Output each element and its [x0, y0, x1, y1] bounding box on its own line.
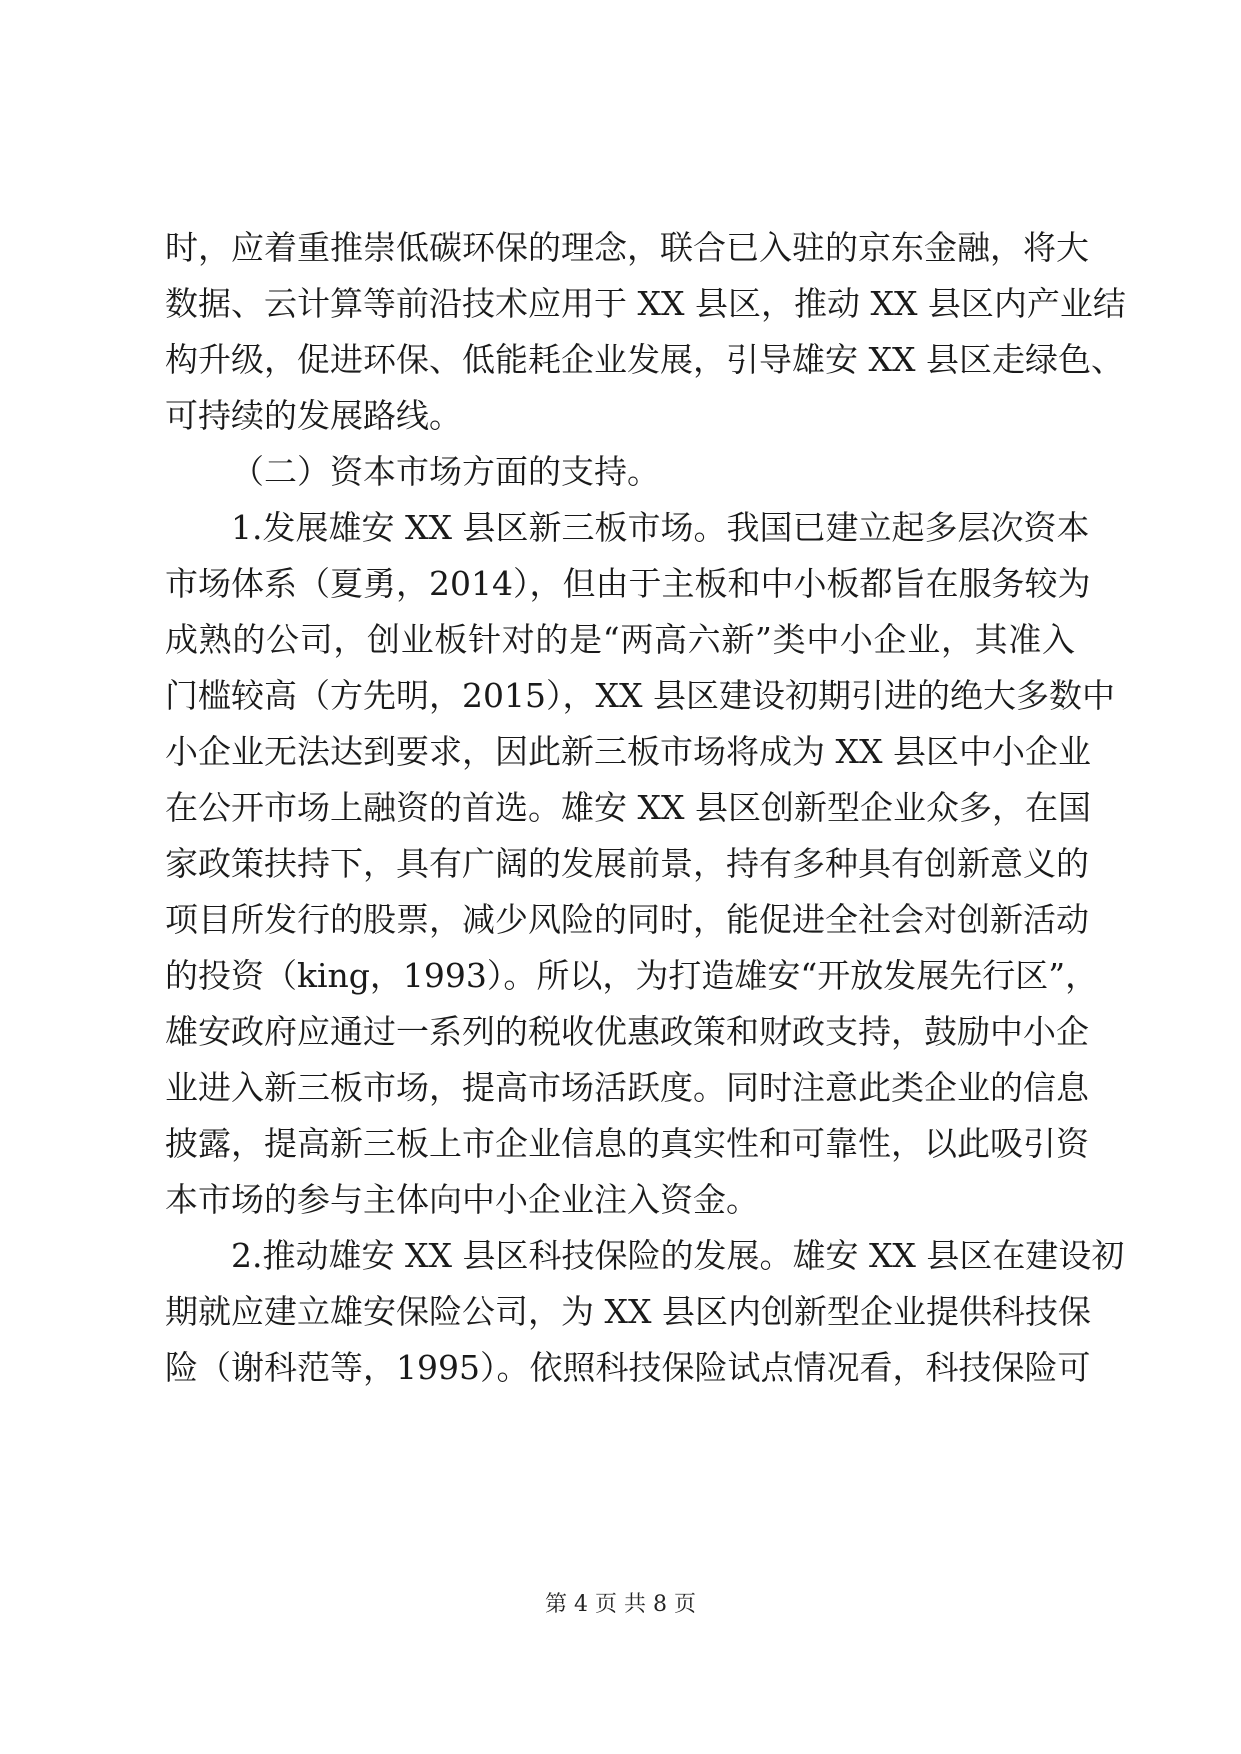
text-line: 险（谢科范等，1995）。依照科技保险试点情况看，科技保险可: [165, 1348, 1091, 1387]
text-line: 期就应建立雄安保险公司，为 XX 县区内创新型企业提供科技保: [165, 1292, 1091, 1331]
text-line: 1.发展雄安 XX 县区新三板市场。我国已建立起多层次资本: [231, 508, 1090, 547]
text-line: 可持续的发展路线。: [165, 396, 462, 435]
text-line: 项目所发行的股票，减少风险的同时，能促进全社会对创新活动: [165, 900, 1089, 939]
page-number-footer: 第 4 页 共 8 页: [545, 1592, 696, 1617]
text-line: 构升级，促进环保、低能耗企业发展，引导雄安 XX 县区走绿色、: [165, 340, 1124, 379]
text-line: 时，应着重推崇低碳环保的理念，联合已入驻的京东金融，将大: [165, 228, 1089, 267]
text-line: 市场体系（夏勇，2014），但由于主板和中小板都旨在服务较为: [165, 564, 1091, 603]
text-line: 成熟的公司，创业板针对的是“两高六新”类中小企业，其准入: [165, 620, 1075, 659]
section-heading: （二）资本市场方面的支持。: [231, 452, 660, 491]
text-line: 数据、云计算等前沿技术应用于 XX 县区，推动 XX 县区内产业结: [165, 284, 1126, 323]
text-line: 门槛较高（方先明，2015），XX 县区建设初期引进的绝大多数中: [165, 676, 1115, 715]
text-line: 小企业无法达到要求，因此新三板市场将成为 XX 县区中小企业: [165, 732, 1091, 771]
text-line: 2.推动雄安 XX 县区科技保险的发展。雄安 XX 县区在建设初: [231, 1236, 1125, 1275]
text-line: 的投资（king，1993）。所以，为打造雄安“开放发展先行区”，: [165, 956, 1099, 995]
text-line: 本市场的参与主体向中小企业注入资金。: [165, 1180, 759, 1219]
text-line: 披露，提高新三板上市企业信息的真实性和可靠性，以此吸引资: [165, 1124, 1089, 1163]
text-line: 雄安政府应通过一系列的税收优惠政策和财政支持，鼓励中小企: [165, 1012, 1089, 1051]
text-line: 家政策扶持下，具有广阔的发展前景，持有多种具有创新意义的: [165, 844, 1089, 883]
text-line: 在公开市场上融资的首选。雄安 XX 县区创新型企业众多，在国: [165, 788, 1091, 827]
text-line: 业进入新三板市场，提高市场活跃度。同时注意此类企业的信息: [165, 1068, 1089, 1107]
